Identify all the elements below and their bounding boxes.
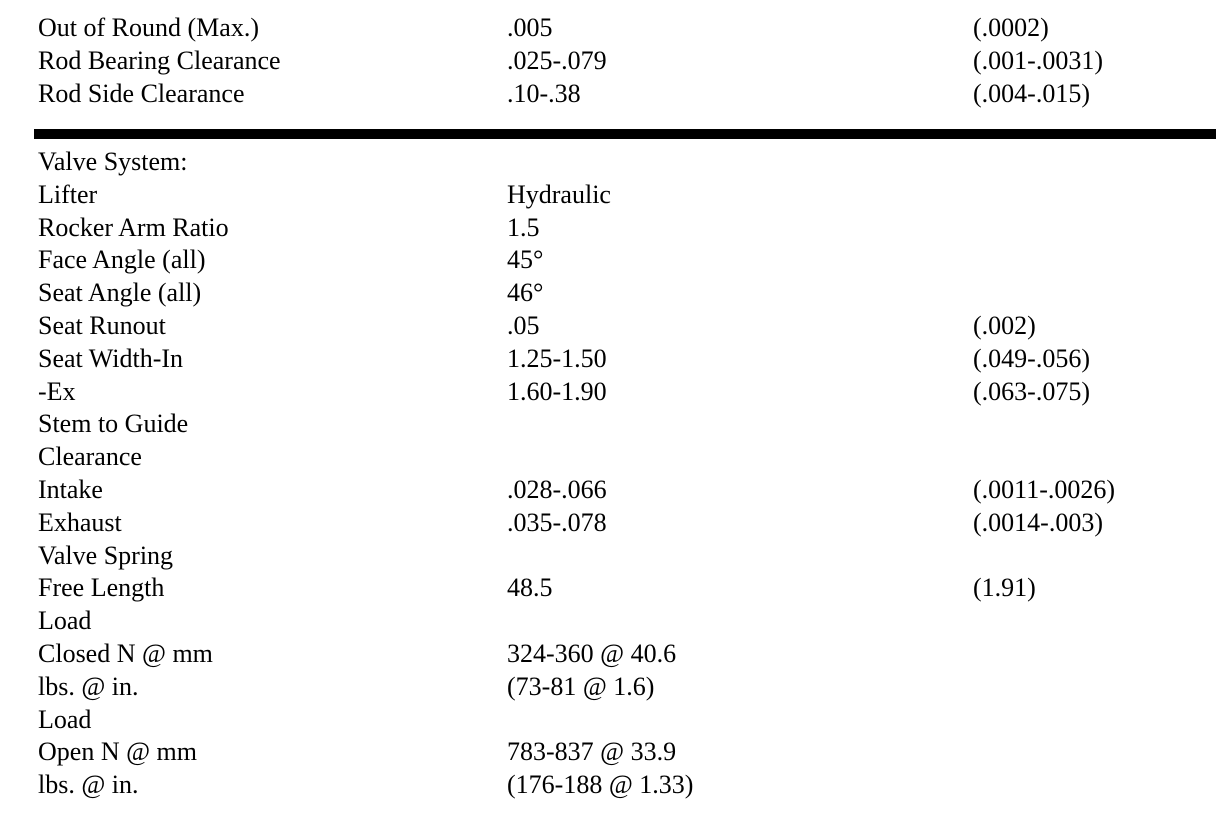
metric-value: .025-.079 xyxy=(507,45,607,75)
table-row xyxy=(38,45,1216,78)
table-row xyxy=(38,474,1216,507)
table-row xyxy=(38,572,1216,605)
spec-label: Seat Width-In xyxy=(38,343,184,373)
spec-table-top xyxy=(38,12,1216,110)
metric-value: 783-837 @ 33.9 xyxy=(507,737,677,767)
spec-label: Closed N @ mm xyxy=(38,638,213,668)
spec-label: Valve System: xyxy=(38,147,188,176)
table-row xyxy=(38,244,1216,277)
table-row xyxy=(38,146,1216,179)
spec-label: Clearance xyxy=(38,442,142,472)
spec-label: Rod Side Clearance xyxy=(38,78,245,108)
table-row xyxy=(38,671,1216,704)
table-row xyxy=(38,638,1216,671)
metric-value: .035-.078 xyxy=(507,507,607,537)
spec-label: Out of Round (Max.) xyxy=(38,13,259,42)
spec-label: Open N @ mm xyxy=(38,737,197,767)
spec-label: Load xyxy=(38,704,92,734)
metric-value: 1.60-1.90 xyxy=(507,376,607,406)
spec-label: Intake xyxy=(38,474,103,504)
spec-label: Rod Bearing Clearance xyxy=(38,45,281,75)
spec-label: Load xyxy=(38,606,92,636)
metric-value: (176-188 @ 1.33) xyxy=(507,770,694,800)
table-row xyxy=(38,408,1216,441)
spec-label: Seat Angle (all) xyxy=(38,278,202,308)
inch-value: (.001-.0031) xyxy=(973,45,1103,75)
inch-value: (.049-.056) xyxy=(973,343,1090,373)
spec-table-valve-system xyxy=(38,146,1216,802)
table-row xyxy=(38,78,1216,111)
table-row xyxy=(38,12,1216,45)
metric-value: 1.5 xyxy=(507,212,540,242)
spec-label: -Ex xyxy=(38,376,76,406)
table-row xyxy=(38,540,1216,573)
table-row xyxy=(38,376,1216,409)
section-divider xyxy=(34,129,1216,139)
table-row xyxy=(38,507,1216,540)
metric-value: Hydraulic xyxy=(507,179,611,209)
table-row xyxy=(38,441,1216,474)
metric-value: 48.5 xyxy=(507,573,553,603)
table-row xyxy=(38,769,1216,802)
table-row xyxy=(38,343,1216,376)
inch-value: (1.91) xyxy=(973,573,1036,603)
spec-label: lbs. @ in. xyxy=(38,671,139,701)
inch-value: (.063-.075) xyxy=(973,376,1090,406)
spec-label: Face Angle (all) xyxy=(38,245,206,275)
table-row xyxy=(38,704,1216,737)
spec-label: Free Length xyxy=(38,573,165,603)
spec-label: Exhaust xyxy=(38,507,122,537)
inch-value: (.0011-.0026) xyxy=(973,474,1116,504)
metric-value: (73-81 @ 1.6) xyxy=(507,671,655,701)
metric-value: 45° xyxy=(507,245,544,275)
inch-value: (.004-.015) xyxy=(973,78,1090,108)
spec-label: Seat Runout xyxy=(38,310,166,340)
spec-label: Lifter xyxy=(38,179,98,209)
spec-label: Stem to Guide xyxy=(38,409,189,439)
spec-label: Rocker Arm Ratio xyxy=(38,212,229,242)
inch-value: (.002) xyxy=(973,310,1036,340)
spec-label: Valve Spring xyxy=(38,540,174,570)
table-row xyxy=(38,605,1216,638)
inch-value: (.0014-.003) xyxy=(973,507,1103,537)
metric-value: .028-.066 xyxy=(507,474,607,504)
inch-value: (.0002) xyxy=(973,13,1049,42)
table-row xyxy=(38,179,1216,212)
metric-value: 324-360 @ 40.6 xyxy=(507,638,677,668)
metric-value: 46° xyxy=(507,278,544,308)
spec-label: lbs. @ in. xyxy=(38,770,139,800)
table-row xyxy=(38,736,1216,769)
metric-value: .10-.38 xyxy=(507,78,581,108)
metric-value: .05 xyxy=(507,310,540,340)
metric-value: 1.25-1.50 xyxy=(507,343,607,373)
table-row xyxy=(38,310,1216,343)
metric-value: .005 xyxy=(507,13,553,42)
table-row xyxy=(38,212,1216,245)
table-row xyxy=(38,277,1216,310)
